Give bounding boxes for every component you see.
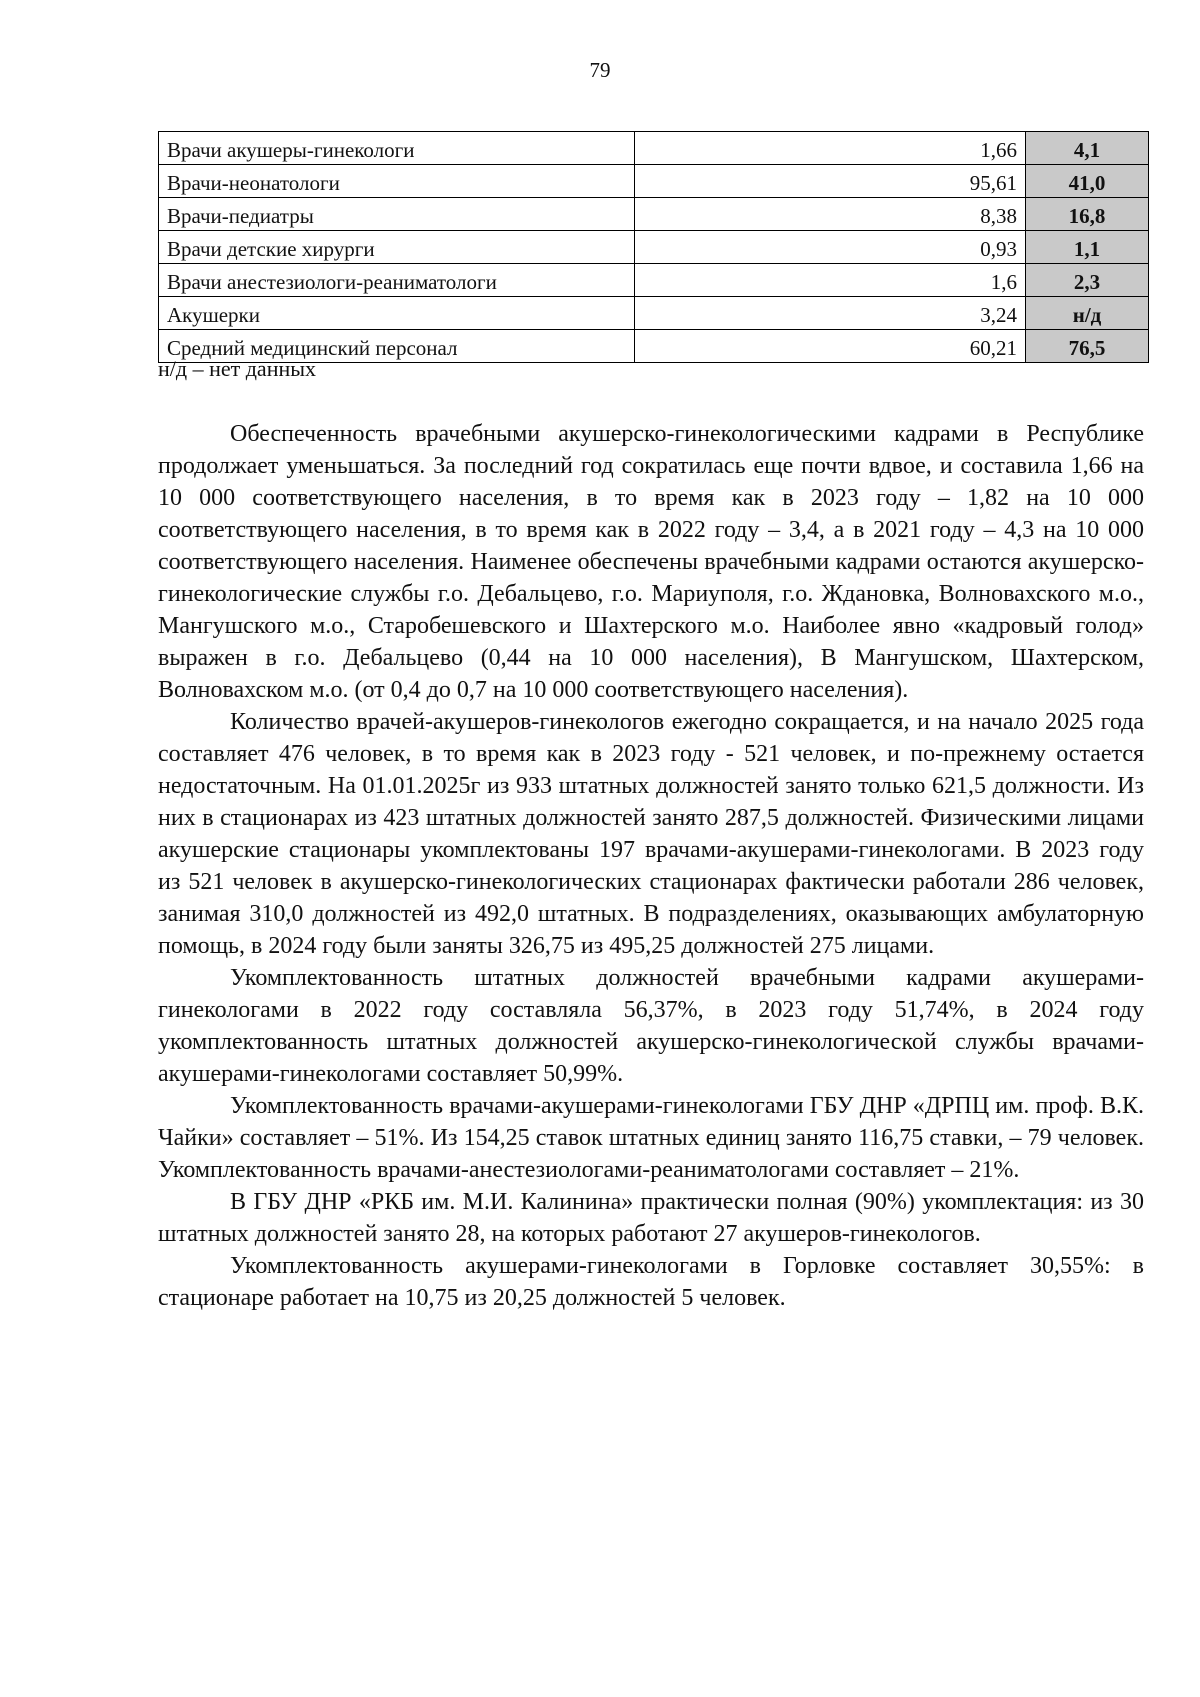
row-value: 95,61 bbox=[635, 165, 1026, 198]
row-label: Врачи-неонатологи bbox=[159, 165, 635, 198]
row-value: 60,21 bbox=[635, 330, 1026, 363]
table-row bbox=[159, 231, 1149, 264]
row-label: Врачи акушеры-гинекологи bbox=[159, 132, 635, 165]
paragraph: Укомплектованность акушерами-гинекологами в Горловке составляет 30,55%: в стационаре работает на 10,75 из 20,25 должностей 5 человек. bbox=[158, 1253, 1144, 1311]
table-row bbox=[159, 264, 1149, 297]
row-label: Акушерки bbox=[159, 297, 635, 330]
row-value: 8,38 bbox=[635, 198, 1026, 231]
row-comparison-value: 4,1 bbox=[1026, 132, 1149, 165]
row-comparison-value: 1,1 bbox=[1026, 231, 1149, 264]
paragraph: В ГБУ ДНР «РКБ им. М.И. Калинина» практически полная (90%) укомплектация: из 30 штатных должностей занято 28, на которых работают 27 акушеров-гинекологов. bbox=[158, 1189, 1144, 1247]
row-comparison-value: н/д bbox=[1026, 297, 1149, 330]
paragraph: Обеспеченность врачебными акушерско-гинекологическими кадрами в Республике продолжает уменьшаться. За последний год сократилась еще почти вдвое, и составила 1,66 на 10 000 соответствующего населения, в то время как в 2023 году – 1,82 на 10 000 соответствующего населения, в то время как в 2022 году – 3,4, а в 2021 году – 4,3 на 10 000 соответствующего населения. Наименее обеспечены врачебными кадрами остаются акушерско-гинекологические службы г.о. Дебальцево, г.о. Мариуполя, г.о. Ждановка, Волновахского м.о., Мангушского м.о., Старобешевского и Шахтерского м.о. Наиболее явно «кадровый голод» выражен в г.о. Дебальцево (0,44 на 10 000 населения), В Мангушском, Шахтерском, Волновахском м.о. (от 0,4 до 0,7 на 10 000 соответствующего населения). bbox=[158, 421, 1144, 703]
table-row bbox=[159, 198, 1149, 231]
row-comparison-value: 76,5 bbox=[1026, 330, 1149, 363]
table-footnote: н/д – нет данных bbox=[158, 356, 317, 381]
row-comparison-value: 2,3 bbox=[1026, 264, 1149, 297]
paragraph: Укомплектованность штатных должностей врачебными кадрами акушерами-гинекологами в 2022 году составляла 56,37%, в 2023 году 51,74%, в 2024 году укомплектованность штатных должностей акушерско-гинекологической службы врачами-акушерами-гинекологами составляет 50,99%. bbox=[158, 965, 1144, 1087]
row-value: 1,66 bbox=[635, 132, 1026, 165]
row-label: Врачи анестезиологи-реаниматологи bbox=[159, 264, 635, 297]
table-row bbox=[159, 132, 1149, 165]
paragraph: Укомплектованность врачами-акушерами-гинекологами ГБУ ДНР «ДРПЦ им. проф. В.К. Чайки» составляет – 51%. Из 154,25 ставок штатных единиц занято 116,75 ставки, – 79 человек. Укомплектованность врачами-анестезиологами-реаниматологами составляет – 21%. bbox=[158, 1093, 1144, 1183]
row-label: Средний медицинский персонал bbox=[159, 330, 635, 363]
table-row bbox=[159, 165, 1149, 198]
table-row bbox=[159, 297, 1149, 330]
page-number: 79 bbox=[589, 58, 611, 82]
row-value: 0,93 bbox=[635, 231, 1026, 264]
row-value: 3,24 bbox=[635, 297, 1026, 330]
body-text bbox=[158, 418, 1144, 1314]
row-label: Врачи детские хирурги bbox=[159, 231, 635, 264]
row-value: 1,6 bbox=[635, 264, 1026, 297]
row-comparison-value: 41,0 bbox=[1026, 165, 1149, 198]
row-comparison-value: 16,8 bbox=[1026, 198, 1149, 231]
staffing-table bbox=[158, 131, 1149, 363]
row-label: Врачи-педиатры bbox=[159, 198, 635, 231]
paragraph: Количество врачей-акушеров-гинекологов ежегодно сокращается, и на начало 2025 года составляет 476 человек, в то время как в 2023 году - 521 человек, и по-прежнему остается недостаточным. На 01.01.2025г из 933 штатных должностей занято только 621,5 должности. Из них в стационарах из 423 штатных должностей занято 287,5 должностей. Физическими лицами акушерские стационары укомплектованы 197 врачами-акушерами-гинекологами. В 2023 году из 521 человек в акушерско-гинекологических стационарах фактически работали 286 человек, занимая 310,0 должностей из 492,0 штатных. В подразделениях, оказывающих амбулаторную помощь, в 2024 году были заняты 326,75 из 495,25 должностей 275 лицами. bbox=[158, 709, 1144, 959]
